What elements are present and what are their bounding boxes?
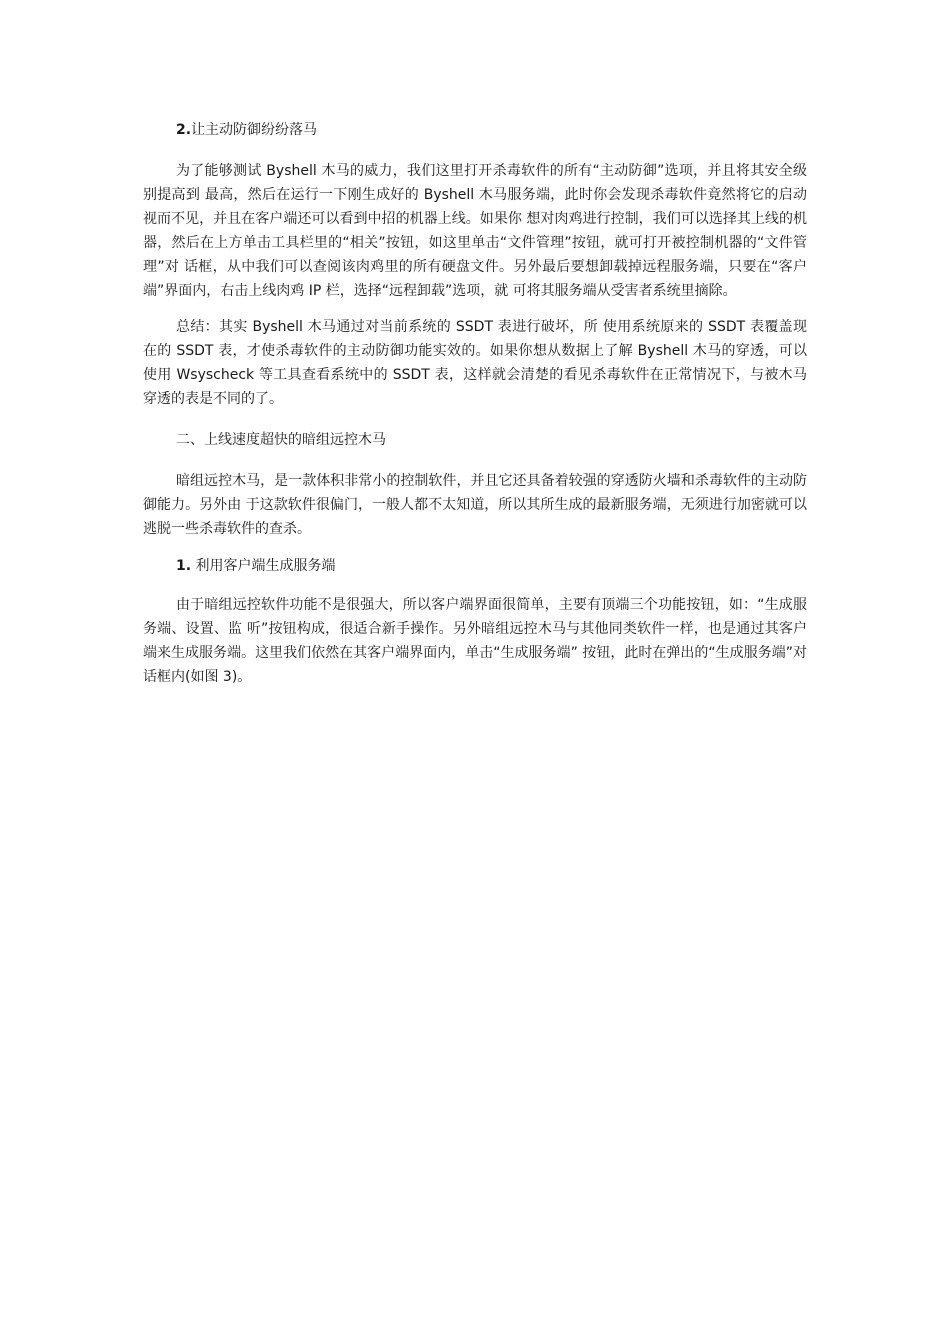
paragraph-generate-server: 由于暗组远控软件功能不是很强大，所以客户端界面很简单，主要有顶端三个功能按钮，如：“生成服务端、设置、监 听”按钮构成，很适合新手操作。另外暗组远控木马与其他同类软件一样，也是通过其客户端来生成服务端。这里我们依然在其客户端界面内，单击“生成服务端” 按钮，此时在弹出的“生成服务端”对话框内(如图 3)。 xyxy=(143,597,807,685)
section-number: 1. xyxy=(176,558,192,574)
section-title: 利用客户端生成服务端 xyxy=(191,558,336,574)
section-heading-1 xyxy=(143,554,807,578)
part-heading-2: 二、上线速度超快的暗组远控木马 xyxy=(176,432,386,448)
section-title: 让主动防御纷纷落马 xyxy=(191,122,318,138)
document-body xyxy=(143,118,807,689)
section-heading-2 xyxy=(143,118,807,142)
section-number: 2. xyxy=(176,122,192,138)
paragraph-summary: 总结：其实 Byshell 木马通过对当前系统的 SSDT 表进行破坏，所 使用系统原来的 SSDT 表覆盖现在的 SSDT 表，才使杀毒软件的主动防御功能实效的。如果你想从数据上了解 Byshell 木马的穿透，可以使用 Wsyscheck 等工具查看系统中的 SSDT 表，这样就会清楚的看见杀毒软件在正常情况下，与被木马穿透的表是不同的了。 xyxy=(143,319,807,407)
paragraph-anzu-intro: 暗组远控木马，是一款体积非常小的控制软件，并且它还具备着较强的穿透防火墙和杀毒软件的主动防御能力。另外由 于这款软件很偏门，一般人都不太知道，所以其所生成的最新服务端，无须进行加密就可以逃脱一些杀毒软件的查杀。 xyxy=(143,473,807,537)
paragraph-byshell-test: 为了能够测试 Byshell 木马的威力，我们这里打开杀毒软件的所有“主动防御”选项，并且将其安全级别提高到 最高，然后在运行一下刚生成好的 Byshell 木马服务端，此时你会发现杀毒软件竟然将它的启动视而不见，并且在客户端还可以看到中招的机器上线。如果你 想对肉鸡进行控制，我们可以选择其上线的机器，然后在上方单击工具栏里的“相关”按钮，如这里单击“文件管理”按钮，就可打开被控制机器的“文件管理”对 话框，从中我们可以查阅该肉鸡里的所有硬盘文件。另外最后要想卸载掉远程服务端，只要在“客户端”界面内，右击上线肉鸡 IP 栏，选择“远程卸载”选项，就 可将其服务端从受害者系统里摘除。 xyxy=(143,163,807,299)
